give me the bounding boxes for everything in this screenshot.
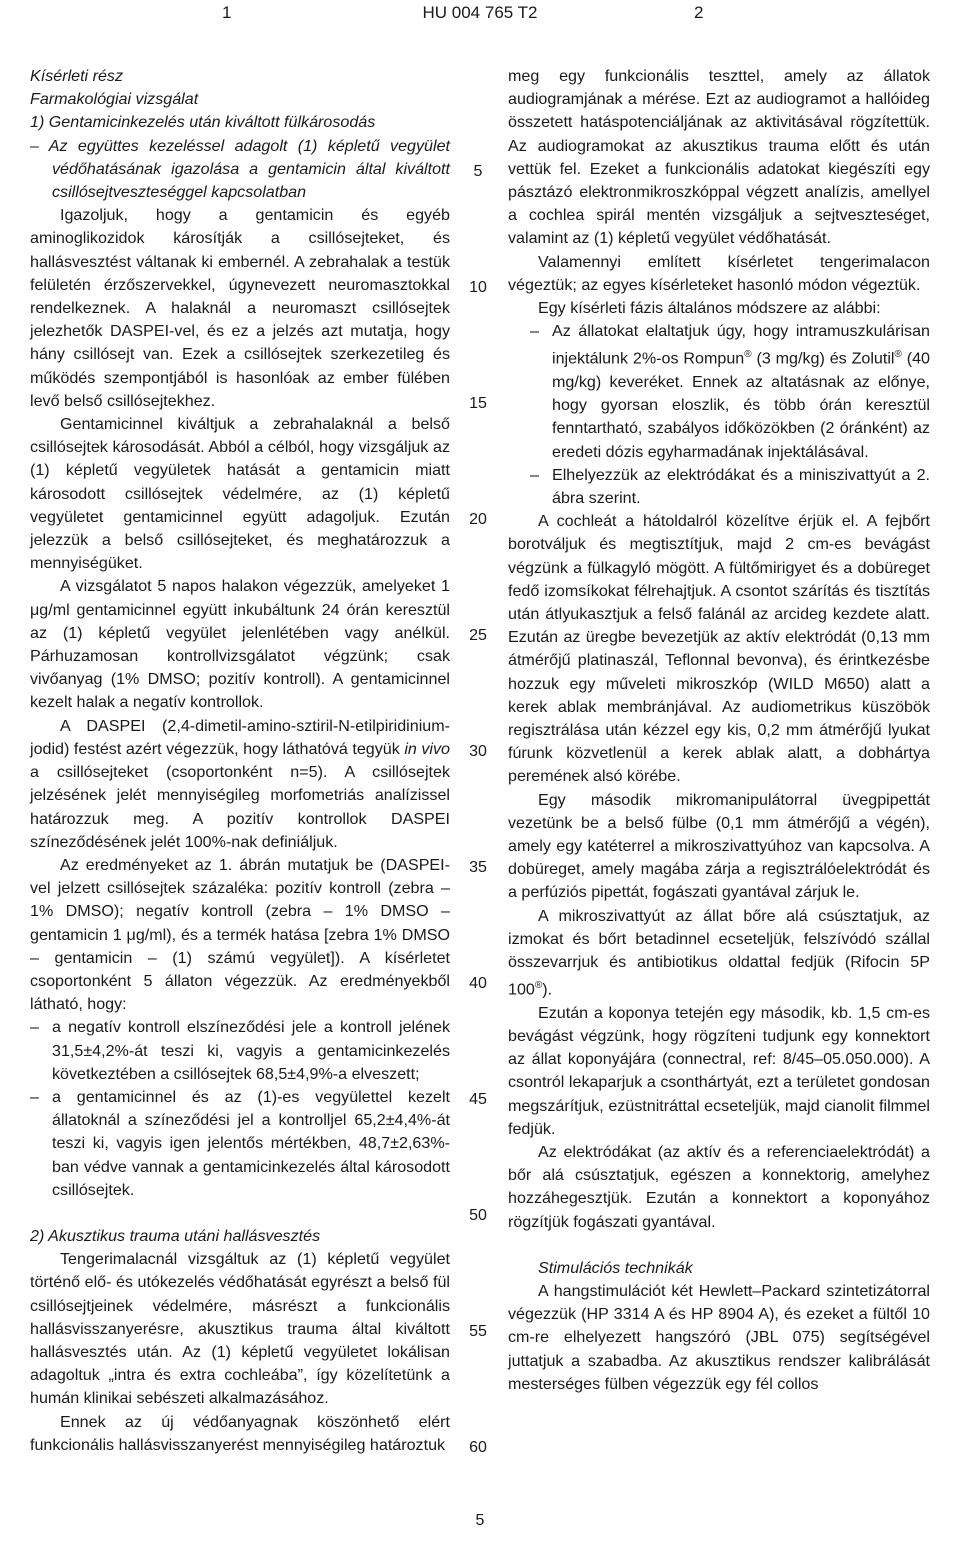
list-item bbox=[530, 320, 930, 464]
footer-page-number: 5 bbox=[475, 1512, 485, 1529]
line-number: 5 bbox=[473, 163, 483, 180]
paragraph: Az elektródákat (az aktív és a referenciaelektródát) a bőr alá csúsztatjuk, egészen a konnektorig, amelyhez hozzáhegesztjük. Ezután a konnektort a koponyához rögzítjük fogászati gyantával. bbox=[508, 1143, 930, 1231]
list-item-text: (3 mg/kg) és Zolutil bbox=[751, 349, 895, 368]
text-run: A DASPEI (2,4-dimetil-amino-sztiril-N-etilpiridinium-jodid) festést azért végezzük, hogy láthatóvá tegyük bbox=[30, 716, 450, 758]
list-item-text: (40 mg/kg) keveréket. Ennek az altatásnak az előnye, hogy gyorsan eloszlik, és több órán keresztül fenntartható, szabályos időközökben (2 óránként) az eredeti dózis egyharmadának injektálásával. bbox=[552, 349, 931, 461]
dash-marker: – bbox=[530, 465, 539, 484]
line-number: 55 bbox=[469, 1323, 487, 1340]
line-number: 10 bbox=[469, 279, 487, 296]
line-number: 25 bbox=[469, 627, 487, 644]
line-number: 30 bbox=[469, 743, 487, 760]
line-number: 45 bbox=[469, 1091, 487, 1108]
paragraph: Egy második mikromanipulátorral üvegpipettát vezetünk be a belső fülbe (0,1 mm átmérőjű a végén), amely egy katéterrel a mikroszivattyúhoz van kapcsolva. A dobüreget, amely magába zárja a regisztrálóelektródát és a perfúziós pipettát, fogászati gyantával zárjuk le. bbox=[508, 790, 930, 902]
paragraph: Egy kísérleti fázis általános módszere az alábbi: bbox=[538, 299, 881, 318]
line-number: 50 bbox=[469, 1207, 487, 1224]
heading-experimental: Kísérleti rész bbox=[30, 67, 124, 85]
right-column bbox=[508, 65, 930, 1396]
line-number: 35 bbox=[469, 859, 487, 876]
left-column bbox=[30, 65, 450, 1457]
registered-mark: ® bbox=[534, 980, 543, 992]
header-page-right: 2 bbox=[694, 3, 704, 22]
header-page-left: 1 bbox=[222, 3, 232, 22]
line-number: 60 bbox=[469, 1439, 487, 1456]
line-number: 15 bbox=[469, 395, 487, 412]
list-item-text: Az állatokat elaltatjuk úgy, hogy intramuszkulárisan injektálunk 2%-os Rompun bbox=[552, 322, 930, 368]
text-run: A mikroszivattyút az állat bőre alá csúsztatjuk, az izmokat és bőrt betadinnel ecseteljük, felszívódó szállal összevarrjuk és antibiotikus oldattal fedjük (Rifocin 5P 100 bbox=[508, 906, 930, 999]
text-run: ). bbox=[542, 980, 553, 999]
header-title: HU 004 765 T2 bbox=[422, 3, 538, 22]
paragraph: A vizsgálatot 5 napos halakon végezzük, amelyeket 1 μg/ml gentamicinnel együtt inkubáltunk 24 órán keresztül az (1) képletű vegyület jelenlétében vagy anélkül. Párhuzamosan kontrollvizsgálatot végzünk; csak vivőanyag (1% DMSO; pozitív kontroll). A gentamicinnel kezelt halak a negatív kontrollok. bbox=[30, 577, 450, 712]
text-run: a csillósejteket (csoportonként n=5). A csillósejtek jelzésének jelét mennyiségileg morfometriás analízissel határozzuk meg. A pozitív kontrollok DASPEI színeződésének jelét 100%-nak definiáljuk. bbox=[30, 763, 450, 851]
line-number: 40 bbox=[469, 975, 487, 992]
dash-marker: – bbox=[530, 322, 539, 341]
list-item bbox=[30, 1016, 450, 1086]
list-item-text: Elhelyezzük az elektródákat és a miniszivattyút a 2. ábra szerint. bbox=[552, 465, 930, 508]
in-vivo-term: in vivo bbox=[404, 739, 450, 758]
paragraph: Ennek az új védőanyagnak köszönhető elért funkcionális hallásvisszanyerést mennyiségileg határoztuk bbox=[30, 1412, 450, 1454]
registered-mark: ® bbox=[744, 349, 752, 361]
paragraph: Tengerimalacnál vizsgáltuk az (1) képletű vegyület történő elő- és utókezelés védőhatását egyrészt a belső fül csillósejtjeinek védelmére, másrészt a funkcionális hallásvisszanyerésre, akusztikus trauma által kiváltott hallásvesztés után. Az (1) képletű vegyületet lokálisan adagoltuk „intra és extra cochleába”, így közelítetünk a humán klinikai sebészeti alkalmazásához. bbox=[30, 1250, 450, 1408]
paragraph: Valamennyi említett kísérletet tengerimalacon végeztük; az egyes kísérleteket hasonló módon végeztük. bbox=[508, 252, 930, 294]
registered-mark: ® bbox=[894, 349, 902, 361]
paragraph: A cochleát a hátoldalról közelítve érjük el. A fejbőrt borotváljuk és megtisztítjuk, majd 2 cm-es bevágást végzünk a fülkagyló mögött. A fültőmirigyet és a dobüreget fedő izomsíkokat félrehajtjuk. A csontot szárítás és tisztítás után átlyukasztjuk a felső falánál az arcideg kezdete alatt. Ezután az üregbe bevezetjük az aktív elektródát (0,13 mm átmérőjű platinaszál, Teflonnal bevonva), és érintkezésbe hozzuk egy műveleti mikroszkóp (WILD M650) alatt a kerek ablak membránjával. Az audiometrikus küszöbök regisztrálása után kézzel egy kis, 0,2 mm átmérőjű lyukat fúrunk közvetlenül a kerek ablak alatt, a dobhártya peremének alsó körébe. bbox=[508, 512, 930, 786]
paragraph: Ezután a koponya tetején egy második, kb. 1,5 cm-es bevágást végzünk, hogy rögzíteni tudjunk egy konnektort az állat koponyájára (connectral, ref: 8/45–05.050.000). A csontról lekaparjuk a csonthártyát, ezt a területet gondosan megszárítjuk, ezüstnitráttal ecseteljük, majd cianolit filmmel fedjük. bbox=[508, 1003, 930, 1138]
paragraph: Az eredményeket az 1. ábrán mutatjuk be (DASPEI-vel jelzett csillósejtek százaléka: pozitív kontroll (zebra – 1% DMSO); negatív kontroll (zebra – 1% DMSO – gentamicin 1 μg/ml), és a termék hatása [zebra 1% DMSO – gentamicin – (1) számú vegyület]). A kísérletet csoportonként 5 állaton végezzük. Az eredményekből látható, hogy: bbox=[30, 855, 450, 1014]
paragraph: Igazoljuk, hogy a gentamicin és egyéb aminoglikozidok károsítják a csillósejteket, és hallásvesztést váltanak ki embernél. A zebrahalak a testük felületén érzőszervekkel, úgynevezett neuromasztokkal rendelkeznek. A halaknál a neuromaszt csillósejtek jelezhetők DASPEI-vel, és ez a jelzés azt mutatja, hogy hány csillósejt van. Ezek a csillósejtek szerkezetileg és működés szempontjából is hasonlóak az ember fülében levő belső csillósejtekhez. bbox=[30, 206, 450, 410]
heading-pharmacology: Farmakológiai vizsgálat bbox=[30, 90, 199, 109]
paragraph bbox=[30, 715, 450, 854]
heading-gentamicin-damage: 1) Gentamicinkezelés után kiváltott fülkárosodás bbox=[30, 113, 376, 132]
list-item bbox=[30, 1086, 450, 1202]
dash-marker: – bbox=[30, 1087, 39, 1106]
list-item bbox=[530, 464, 930, 510]
list-item-text: a negatív kontroll elszíneződési jele a kontroll jelének 31,5±4,2%-át teszi ki, vagyis a gentamicinkezelés következtében a csillósejtek 68,5±4,9%-a elveszett; bbox=[52, 1018, 450, 1083]
list-item-text: a gentamicinnel és az (1)-es vegyülettel kezelt állatoknál a színeződési jel a kontrolljel 65,2±4,4%-át teszi ki, vagyis igen jelentős mértékben, 48,7±2,63%-ban védve vannak a gentamicinkezelés által károsodott csillósejtek. bbox=[52, 1087, 450, 1199]
paragraph bbox=[508, 905, 930, 1002]
line-number: 20 bbox=[469, 511, 487, 528]
paragraph: A hangstimulációt két Hewlett–Packard szintetizátorral végezzük (HP 3314 A és HP 8904 A), és ezeket a fültől 10 cm-re elhelyezett hangszóró (JBL 075) segítségével juttatjuk a szabadba. Az akusztikus rendszer kalibrálását mesterséges fülben végezzük egy fél collos bbox=[508, 1282, 930, 1393]
dash-marker: – bbox=[30, 1018, 39, 1037]
heading-acoustic-trauma: 2) Akusztikus trauma utáni hallásvesztés bbox=[30, 1226, 321, 1245]
heading-cotreatment: – Az együttes kezeléssel adagolt (1) képletű vegyület védőhatásának igazolása a gentamicin által kiváltott csillósejtveszteséggel kapcsolatban bbox=[30, 136, 450, 202]
heading-stimulation: Stimulációs technikák bbox=[538, 1258, 693, 1277]
paragraph: Gentamicinnel kiváltjuk a zebrahalaknál a belső csillósejtek károsodását. Abból a célból, hogy vizsgáljuk az (1) képletű vegyületek hatását a gentamicin miatt károsodott csillósejtek védelmére, az (1) képletű vegyületet gentamicinnel együtt adagoljuk. Ezután jelezzük a belső csillósejteket, és meghatározzuk a mennyiségüket. bbox=[30, 415, 450, 573]
paragraph: meg egy funkcionális teszttel, amely az állatok audiogramjának a mérése. Ezt az audiogramot a hallóideg összetett hatáspotenciáljának az aktivitásával rögzítettük. Az audiogramokat az akusztikus trauma előtt és után vettük fel. Ezeket a funkcionális adatokat kiegészíti egy pásztázó elektronmikroszkóppal végzett analízis, amellyel a cochlea spirál mentén vizsgáljuk a sejtveszteséget, valamint az (1) képletű vegyület védőhatását. bbox=[508, 67, 930, 248]
